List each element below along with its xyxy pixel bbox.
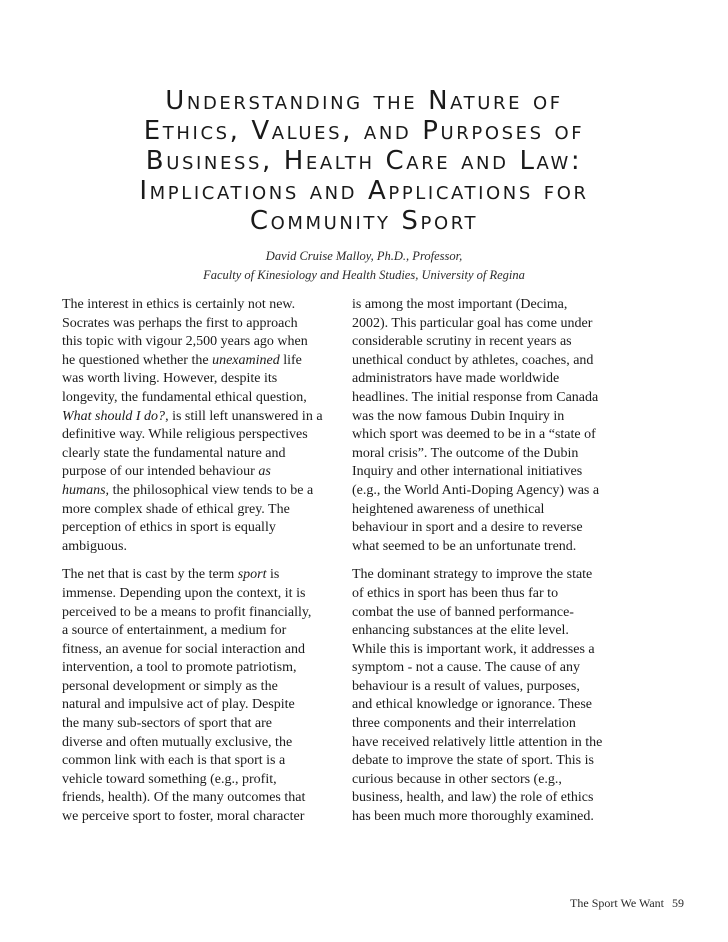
text-line <box>62 408 344 427</box>
paragraph <box>352 296 642 556</box>
text-line: debate to improve the state of sport. This is <box>352 753 594 769</box>
title-line: Business, Health Care and Law: <box>145 146 583 176</box>
text-line: behaviour in sport and a desire to reverse <box>352 520 583 536</box>
paragraph <box>352 566 642 826</box>
text-line <box>62 352 344 371</box>
emphasis-text: unexamined <box>212 352 280 368</box>
text-line: intervention, a tool to promote patriotism, <box>62 660 297 676</box>
text-line: curious because in other sectors (e.g., <box>352 771 562 787</box>
text-line: three components and their interrelation <box>352 716 576 732</box>
text-line: of ethics in sport has been thus far to <box>352 585 559 601</box>
text-line: unethical conduct by athletes, coaches, and <box>352 352 594 368</box>
text-line: Socrates was perhaps the first to approach <box>62 315 298 331</box>
text-run: purpose of our intended behaviour <box>62 464 259 480</box>
text-line: a source of entertainment, a medium for <box>62 623 287 639</box>
emphasis-text: humans, <box>62 482 110 498</box>
text-line <box>62 566 344 585</box>
text-line: business, health, and law) the role of ethics <box>352 790 594 806</box>
text-line: headlines. The initial response from Canada <box>352 389 599 405</box>
title-line: Understanding the Nature of <box>165 86 563 116</box>
title-line: Ethics, Values, and Purposes of <box>143 116 585 146</box>
text-line: 2002). This particular goal has come under <box>352 315 593 331</box>
emphasis-text: sport <box>237 567 267 583</box>
text-line: definitive way. While religious perspectives <box>62 427 308 443</box>
text-line: enhancing substances at the elite level. <box>352 623 569 639</box>
text-line: administrators have made worldwide <box>352 371 560 387</box>
text-line <box>62 463 344 482</box>
text-line: diverse and often mutually exclusive, the <box>62 734 293 750</box>
text-line: ambiguous. <box>62 538 127 554</box>
byline <box>40 247 688 285</box>
text-run: life <box>279 352 302 368</box>
page-number: 59 <box>672 896 684 910</box>
text-run: he questioned whether the <box>62 352 213 368</box>
text-line: natural and impulsive act of play. Despite <box>62 697 295 713</box>
text-line: perception of ethics in sport is equally <box>62 520 276 536</box>
text-line: The interest in ethics is certainly not new. <box>62 297 296 312</box>
text-line: longevity, the fundamental ethical question, <box>62 389 307 405</box>
title-line: Community Sport <box>249 206 479 236</box>
text-line <box>62 482 344 501</box>
text-line: clearly state the fundamental nature and <box>62 445 286 461</box>
text-line: behaviour is a result of values, purposes, <box>352 678 580 694</box>
text-line: vehicle toward something (e.g., profit, <box>62 771 277 787</box>
text-line: symptom - not a cause. The cause of any <box>352 660 580 676</box>
text-line: fitness, an avenue for social interaction and <box>62 641 305 657</box>
text-line: the many sub-sectors of sport that are <box>62 716 272 732</box>
text-line: While this is important work, it addresses a <box>352 641 595 657</box>
text-line: was the now famous Dubin Inquiry in <box>352 408 565 424</box>
author-affiliation: Faculty of Kinesiology and Health Studies, University of Regina <box>203 268 525 282</box>
text-line: which sport was deemed to be in a “state of <box>352 427 596 443</box>
text-line: (e.g., the World Anti-Doping Agency) was a <box>352 482 600 498</box>
paragraph <box>62 566 344 826</box>
text-line: friends, health). Of the many outcomes that <box>62 790 306 806</box>
text-line: this topic with vigour 2,500 years ago when <box>62 334 308 350</box>
title-line: Implications and Applications for <box>139 176 589 206</box>
emphasis-text: as <box>258 464 271 480</box>
text-line: perceived to be a means to profit financially, <box>62 604 312 620</box>
text-line: more complex shade of ethical grey. The <box>62 501 290 517</box>
text-line: was worth living. However, despite its <box>62 371 278 387</box>
text-run: is <box>266 567 280 583</box>
text-line: what seemed to be an unfortunate trend. <box>352 538 577 554</box>
text-line: common link with each is that sport is a <box>62 753 286 769</box>
text-run: The net that is cast by the term <box>62 567 238 583</box>
page-footer <box>570 896 684 911</box>
emphasis-text: What should I do? <box>62 408 166 424</box>
text-run: , is still left unanswered in a <box>165 408 323 424</box>
right-column <box>352 296 642 837</box>
text-line: we perceive sport to foster, moral character <box>62 809 305 825</box>
article-title <box>40 86 688 236</box>
text-line: moral crisis”. The outcome of the Dubin <box>352 445 579 461</box>
text-line: is among the most important (Decima, <box>352 297 568 312</box>
author-name: David Cruise Malloy, Ph.D., Professor, <box>265 249 463 263</box>
text-line: personal development or simply as the <box>62 678 278 694</box>
text-line: considerable scrutiny in recent years as <box>352 334 572 350</box>
text-line: immense. Depending upon the context, it is <box>62 585 306 601</box>
text-run: the philosophical view tends to be a <box>109 482 314 498</box>
publication-title: The Sport We Want <box>570 896 664 910</box>
text-line: have received relatively little attention in the <box>352 734 603 750</box>
text-line: has been much more thoroughly examined. <box>352 809 594 825</box>
text-line: The dominant strategy to improve the state <box>352 567 593 583</box>
text-line: combat the use of banned performance- <box>352 604 574 620</box>
paragraph <box>62 296 344 556</box>
text-line: heightened awareness of unethical <box>352 501 545 517</box>
text-line: and ethical knowledge or ignorance. These <box>352 697 592 713</box>
text-line: Inquiry and other international initiatives <box>352 464 583 480</box>
left-column <box>62 296 344 837</box>
